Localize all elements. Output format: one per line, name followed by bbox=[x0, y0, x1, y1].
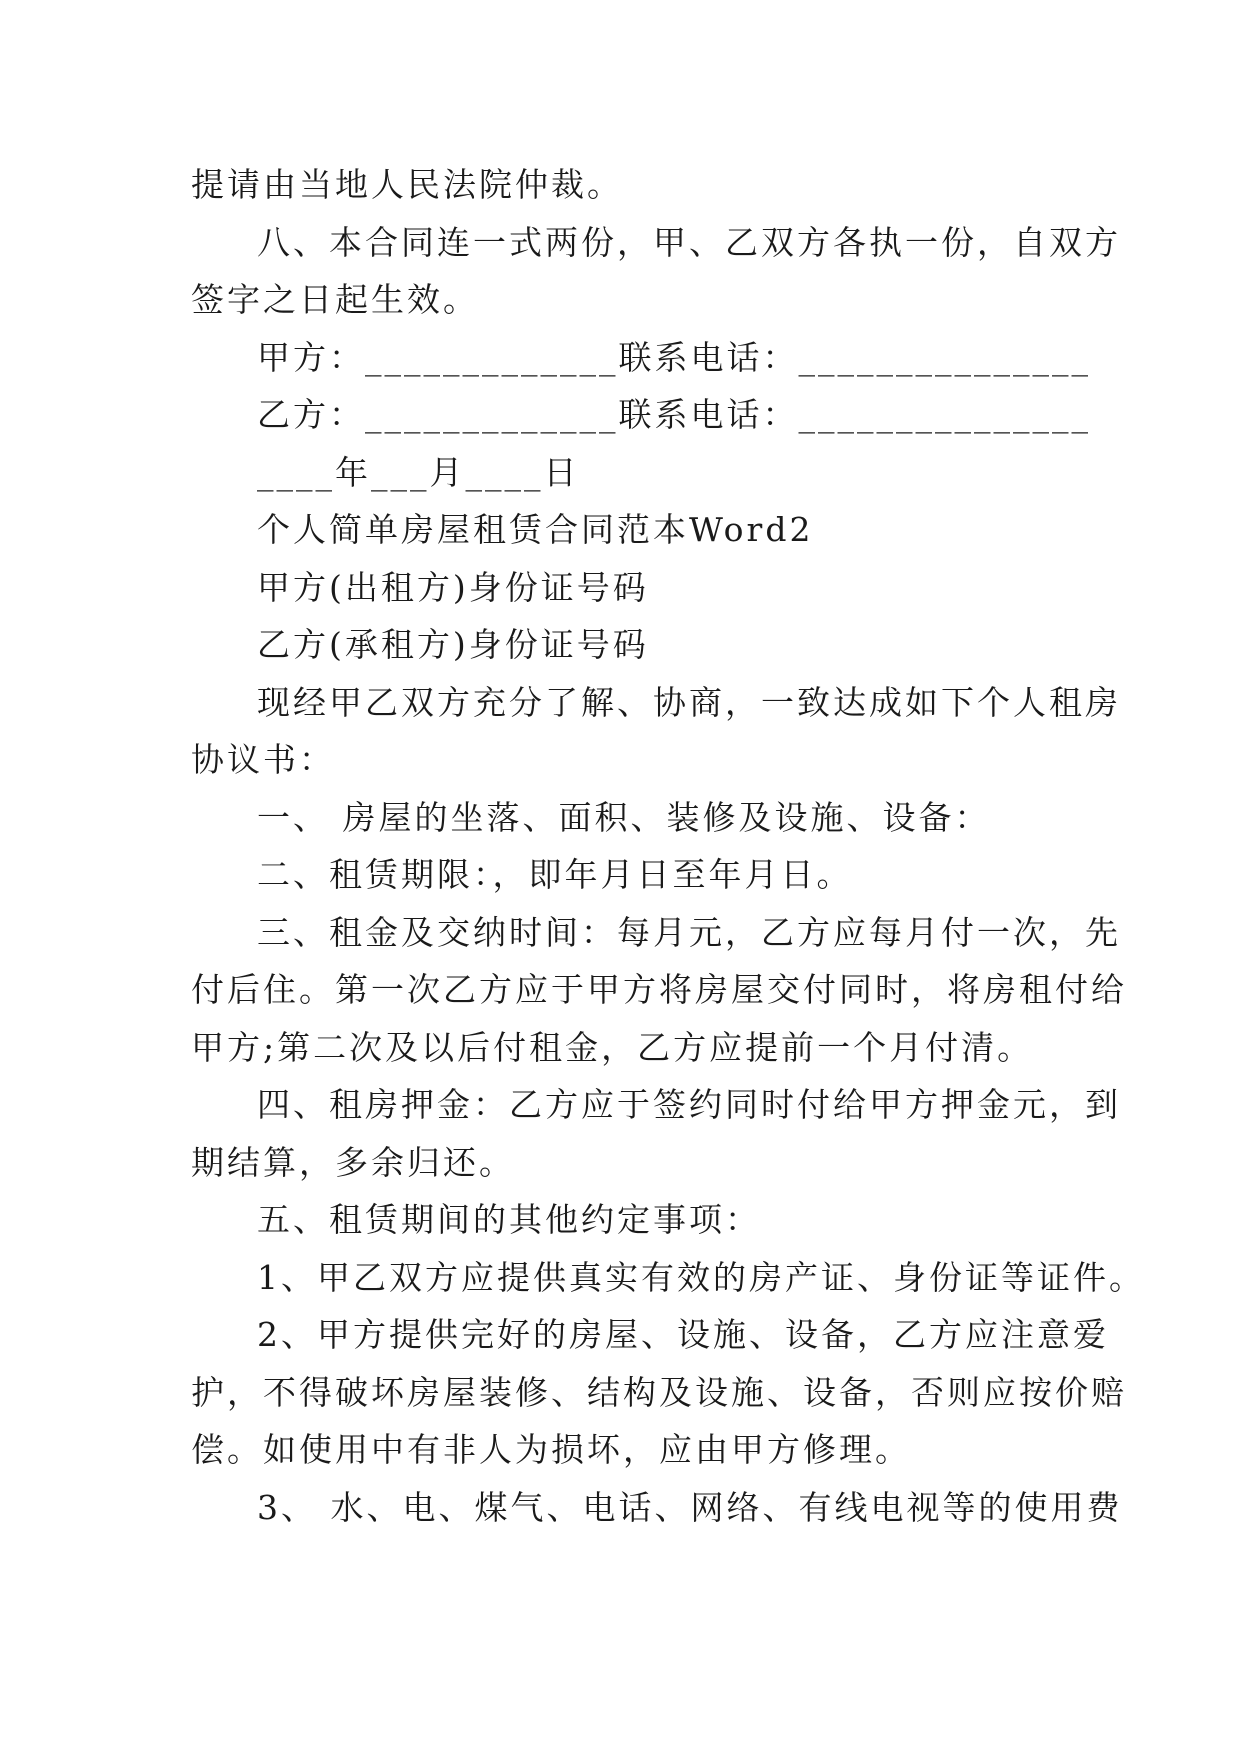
signature-line-party-a: 甲方：_____________联系电话：_______________ bbox=[257, 337, 1091, 377]
text-line: 1、甲乙双方应提供真实有效的房产证、身份证等证件。 bbox=[257, 1257, 1145, 1297]
text-line: 甲方(出租方)身份证号码 bbox=[257, 567, 649, 607]
text-line: 协议书： bbox=[191, 740, 335, 779]
text-line: 现经甲乙双方充分了解、协商，一致达成如下个人租房 bbox=[257, 682, 1121, 722]
text-line: 3、 水、电、煤气、电话、网络、有线电视等的使用费 bbox=[257, 1487, 1123, 1527]
text-line: 护，不得破坏房屋装修、结构及设施、设备，否则应按价赔 bbox=[191, 1372, 1127, 1412]
text-line: 乙方(承租方)身份证号码 bbox=[257, 625, 649, 664]
text-line: 提请由当地人民法院仲裁。 bbox=[191, 165, 623, 204]
text-line: 一、 房屋的坐落、面积、装修及设施、设备： bbox=[257, 797, 991, 837]
text-line: 五、租赁期间的其他约定事项： bbox=[257, 1200, 761, 1239]
text-line: 甲方;第二次及以后付租金，乙方应提前一个月付清。 bbox=[191, 1027, 1034, 1067]
document-body bbox=[191, 156, 1145, 1536]
text-line: 偿。如使用中有非人为损坏，应由甲方修理。 bbox=[191, 1430, 911, 1469]
text-line: 八、本合同连一式两份，甲、乙双方各执一份，自双方 bbox=[257, 222, 1121, 262]
section-title: 个人简单房屋租赁合同范本Word2 bbox=[257, 510, 814, 549]
text-line: 付后住。第一次乙方应于甲方将房屋交付同时，将房租付给 bbox=[191, 970, 1127, 1009]
text-line: 期结算，多余归还。 bbox=[191, 1142, 515, 1182]
text-line: 签字之日起生效。 bbox=[191, 280, 479, 319]
text-line: 三、租金及交纳时间：每月元，乙方应每月付一次，先 bbox=[257, 912, 1121, 952]
text-line: 四、租房押金：乙方应于签约同时付给甲方押金元，到 bbox=[257, 1085, 1121, 1124]
text-line: 二、租赁期限：，即年月日至年月日。 bbox=[257, 855, 853, 894]
signature-line-party-b: 乙方：_____________联系电话：_______________ bbox=[257, 395, 1091, 434]
text-line: 2、甲方提供完好的房屋、设施、设备，乙方应注意爱 bbox=[257, 1315, 1109, 1354]
date-line: ____年___月____日 bbox=[257, 452, 580, 492]
